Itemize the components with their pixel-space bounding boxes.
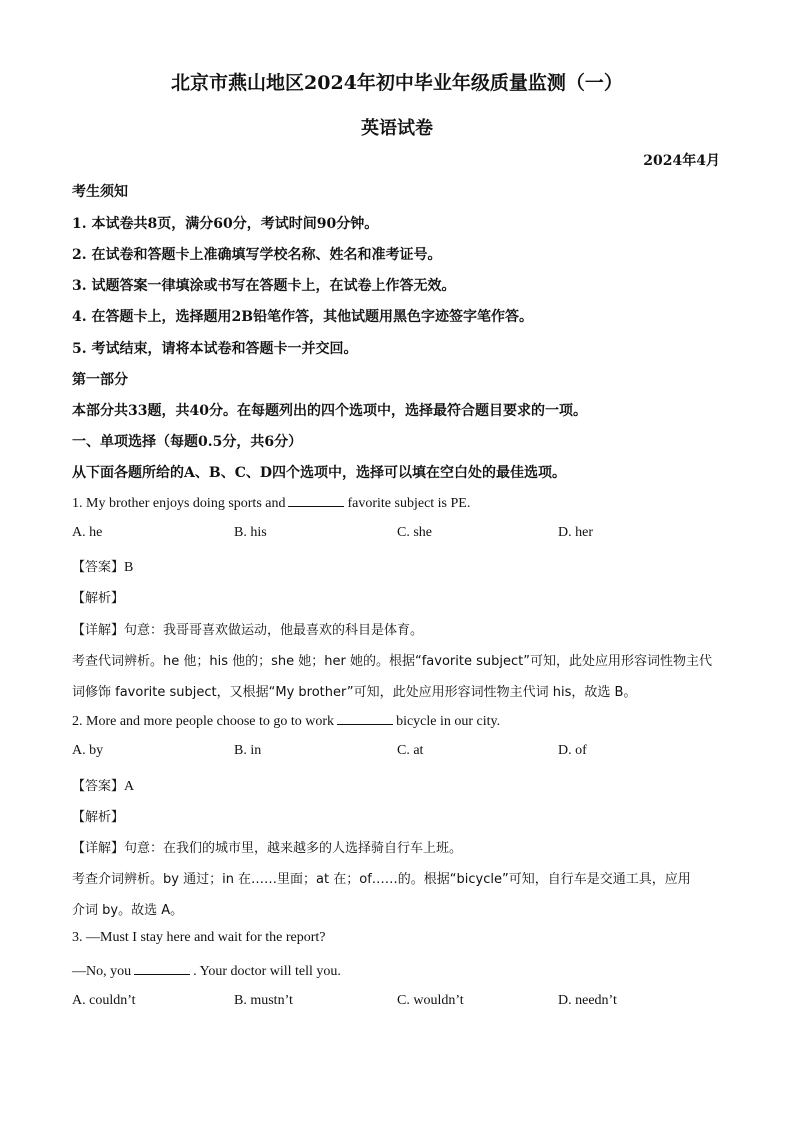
question-stem: [72, 712, 500, 730]
page-title: 北京市燕山地区2024年初中毕业年级质量监测（一）: [171, 72, 623, 94]
detail-text: 句意：在我们的城市里，越来越多的人选择骑自行车上班。: [124, 841, 463, 856]
question-stem: [72, 494, 470, 512]
stem-text: 1. My brother enjoys doing sports and: [72, 496, 286, 511]
stem-text: bicycle in our city.: [396, 714, 501, 729]
detail-text: 句意：我哥哥喜欢做运动，他最喜欢的科目是体育。: [124, 623, 424, 638]
stem-text: favorite subject is PE.: [347, 496, 471, 511]
option-d: D. of: [558, 743, 587, 758]
option-b: B. mustn’t: [234, 993, 293, 1008]
detail-line: [72, 837, 462, 856]
section-instruction: 从下面各题所给的A、B、C、D四个选项中，选择可以填在空白处的最佳选项。: [72, 465, 566, 481]
explanation-line: 介词 by。故选 A。: [72, 903, 184, 918]
answer-line: [72, 556, 133, 576]
answer-line: [72, 775, 134, 795]
stem-text: —No, you: [72, 964, 132, 979]
notice-item: 1. 本试卷共8页，满分60分，考试时间90分钟。: [72, 216, 379, 232]
detail-label: 【详解】: [72, 841, 125, 856]
answer-blank: [134, 962, 190, 975]
option-a: A. he: [72, 525, 103, 540]
explanation-line: 考查介词辨析。by 通过；in 在……里面；at 在；of……的。根据“bicycle”可知，自行车是交通工具，应用: [72, 872, 691, 887]
stem-text: 2. More and more people choose to go to work: [72, 714, 335, 729]
question-stem: [72, 962, 341, 980]
option-d: D. needn’t: [558, 993, 617, 1008]
notice-item: 2. 在试卷和答题卡上准确填写学校名称、姓名和准考证号。: [72, 247, 442, 263]
notice-item: 5. 考试结束，请将本试卷和答题卡一并交回。: [72, 341, 358, 357]
detail-label: 【详解】: [72, 623, 125, 638]
answer-value: A: [124, 779, 135, 794]
notice-item: 4. 在答题卡上，选择题用2B铅笔作答，其他试题用黑色字迹签字笔作答。: [72, 309, 534, 325]
page-subtitle: 英语试卷: [361, 118, 433, 139]
option-b: B. his: [234, 525, 267, 540]
explanation-line: 考查代词辨析。he 他；his 他的；she 她；her 她的。根据“favorite subject”可知，此处应用形容词性物主代: [72, 654, 712, 669]
option-d: D. her: [558, 525, 593, 540]
section-title: 一、单项选择（每题0.5分，共6分）: [72, 434, 303, 450]
exam-date: 2024年4月: [643, 153, 720, 169]
notice-heading: 考生须知: [72, 184, 128, 200]
answer-value: B: [124, 560, 134, 575]
notice-item: 3. 试题答案一律填涂或书写在答题卡上，在试卷上作答无效。: [72, 278, 456, 294]
analysis-label: 【解析】: [72, 810, 125, 825]
option-b: B. in: [234, 743, 262, 758]
option-c: C. she: [397, 525, 432, 540]
answer-label: 【答案】: [72, 560, 125, 575]
analysis-label: 【解析】: [72, 591, 125, 606]
answer-label: 【答案】: [72, 779, 125, 794]
detail-line: [72, 619, 423, 638]
stem-text: . Your doctor will tell you.: [193, 964, 341, 979]
question-stem: 3. —Must I stay here and wait for the report?: [72, 930, 326, 945]
part-heading: 第一部分: [72, 372, 128, 388]
option-a: A. by: [72, 743, 104, 758]
option-a: A. couldn’t: [72, 993, 136, 1008]
part-intro: 本部分共33题，共40分。在每题列出的四个选项中，选择最符合题目要求的一项。: [72, 403, 587, 419]
option-c: C. at: [397, 743, 424, 758]
answer-blank: [337, 712, 393, 725]
option-c: C. wouldn’t: [397, 993, 464, 1008]
explanation-line: 词修饰 favorite subject，又根据“My brother”可知，此处应用形容词性物主代词 his，故选 B。: [72, 685, 637, 700]
answer-blank: [288, 494, 344, 507]
